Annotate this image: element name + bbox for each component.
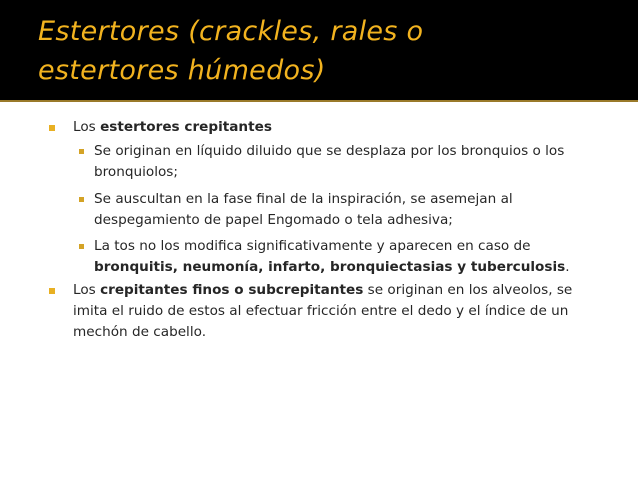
item-text: Se originan en líquido diluido que se desplaza por los bronquios o los bronquiolos; <box>94 143 565 180</box>
item-text-bold: estertores crepitantes <box>100 119 272 135</box>
bullet-item-crepitantes-finos <box>73 280 603 343</box>
item-text: Se auscultan en la fase final de la inspiración, se asemejan al despegamiento de papel Engomado o tela adhesiva; <box>94 191 513 228</box>
sub-bullet-item-tos <box>94 236 604 278</box>
title-underline <box>0 100 638 102</box>
item-text-pre: Los <box>73 282 101 298</box>
square-bullet-icon <box>79 149 84 154</box>
item-text-post: . <box>565 259 570 275</box>
square-bullet-icon <box>49 288 55 294</box>
item-text-pre: Los <box>73 119 101 135</box>
slide-title <box>38 12 628 90</box>
square-bullet-icon <box>49 125 55 131</box>
square-bullet-icon <box>79 244 84 249</box>
slide-title-line-1: Estertores (crackles, rales o <box>38 16 424 47</box>
slide-title-line-2: estertores húmedos) <box>38 55 326 86</box>
sub-bullet-item-auscultacion <box>94 189 604 231</box>
item-text-pre: La tos no los modifica significativamente y aparecen en caso de <box>94 238 531 254</box>
sub-bullet-item-origen <box>94 141 604 183</box>
item-text-post: se originan en los alveolos, se imita el ruido de estos al efectuar fricción entre el dedo y el índice de un mechón de cabello. <box>73 282 573 340</box>
bullet-item-estertores-crepitantes <box>73 117 603 138</box>
item-text-bold: crepitantes finos o subcrepitantes <box>100 282 364 298</box>
square-bullet-icon <box>79 197 84 202</box>
item-text-bold: bronquitis, neumonía, infarto, bronquiectasias y tuberculosis <box>94 259 566 275</box>
